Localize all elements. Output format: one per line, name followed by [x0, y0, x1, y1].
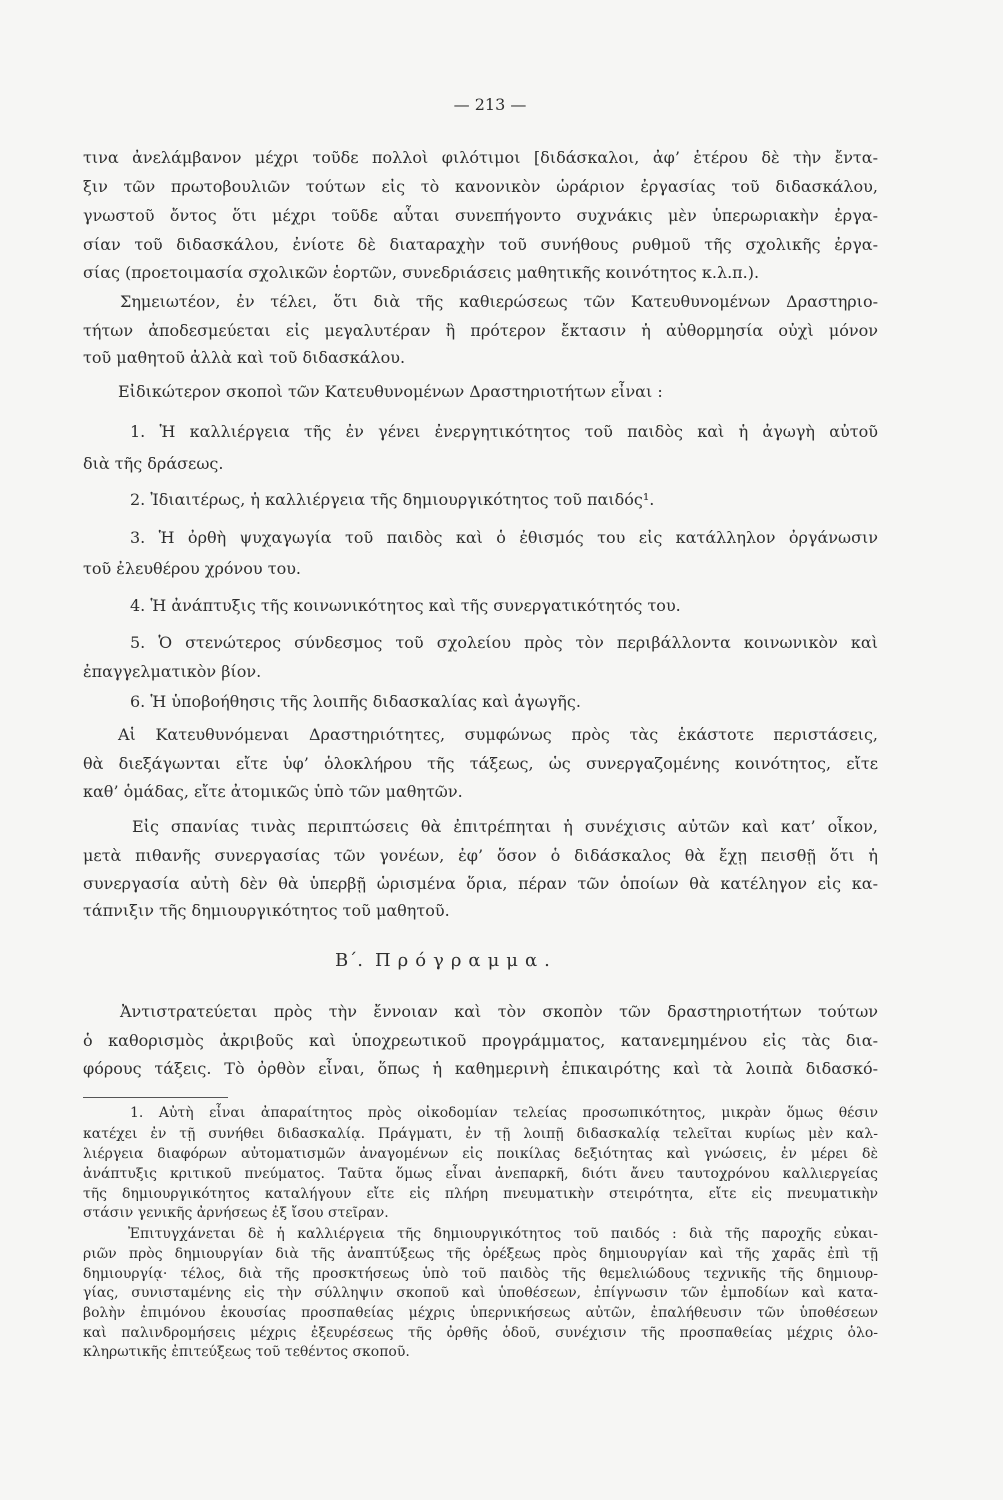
aim-item-line: ἐπαγγελματικὸν βίον. — [83, 662, 262, 681]
footnote-line: κατέχει ἐν τῇ συνήθει διδασκαλίᾳ. Πράγματι, ἐν τῇ λοιπῇ διδασκαλίᾳ τελεῖται κυρίως μὲν καλ- — [83, 1126, 878, 1142]
page-number: — 213 — — [453, 95, 527, 114]
footnote-line: γίας, συνισταμένης εἰς τὴν σύλληψιν σκοποῦ καὶ ὑποθέσεων, ἐπίγνωσιν τῶν ἐμποδίων καὶ κατα- — [83, 1285, 878, 1301]
aim-item-line: 2. Ἰδιαιτέρως, ἡ καλλιέργεια τῆς δημιουργικότητος τοῦ παιδός¹. — [130, 490, 655, 509]
aim-item-line: τοῦ ἐλευθέρου χρόνου του. — [83, 559, 302, 578]
paragraph-line: Σημειωτέον, ἐν τέλει, ὅτι διὰ τῆς καθιερώσεως τῶν Κατευθυνομένων Δραστηριο- — [120, 292, 878, 311]
paragraph-line: τινα ἀνελάμβανον μέχρι τοῦδε πολλοὶ φιλότιμοι [διδάσκαλοι, ἀφ’ ἑτέρου δὲ τὴν ἔντα- — [83, 148, 878, 167]
aim-item-line: 4. Ἡ ἀνάπτυξις τῆς κοινωνικότητος καὶ τῆς συνεργατικότητός του. — [130, 596, 681, 615]
section-heading — [335, 948, 557, 974]
paragraph-line: γνωστοῦ ὄντος ὅτι μέχρι τοῦδε αὗται συνεπήγοντο συχνάκις μὲν ὑπερωριακὴν ἐργα- — [83, 206, 878, 225]
footnote-separator — [83, 1097, 228, 1098]
footnote-line: 1. Αὐτὴ εἶναι ἀπαραίτητος πρὸς οἰκοδομίαν τελείας προσωπικότητος, μικρὰν ὅμως θέσιν — [130, 1105, 878, 1121]
footnote-line: καὶ παλινδρομήσεις μέχρις ἐξευρέσεως τῆς ὀρθῆς ὁδοῦ, συνέχισιν τῆς προσπαθείας μέχρις ὁλο- — [83, 1325, 878, 1341]
aims-heading: Εἰδικώτερον σκοποὶ τῶν Κατευθυνομένων Δραστηριοτήτων εἶναι : — [118, 382, 663, 401]
footnote-line: στάσιν γενικῆς ἀρνήσεως ἐξ ἴσου στεῖραν. — [83, 1205, 389, 1221]
footnote-line: ριῶν πρὸς δημιουργίαν διὰ τῆς ἀναπτύξεως τῆς ὀρέξεως πρὸς δημιουργίαν καὶ τῆς χαρᾶς ἐπὶ τῇ — [83, 1246, 878, 1262]
footnote-line: βολὴν ἐπιμόνου ἑκουσίας προσπαθείας μέχρις ὑπερνικήσεως αὐτῶν, ἐπαλήθευσιν τῶν ὑποθέσεων — [83, 1305, 878, 1321]
paragraph-line: τήτων ἀποδεσμεύεται εἰς μεγαλυτέραν ἢ πρότερον ἔκτασιν ἡ αὐθορμησία οὐχὶ μόνον — [83, 321, 878, 340]
paragraph-line: φόρους τάξεις. Τὸ ὀρθὸν εἶναι, ὅπως ἡ καθημερινὴ ἐπικαιρότης καὶ τὰ λοιπὰ διδασκό- — [83, 1059, 878, 1078]
aim-item-line: 3. Ἡ ὀρθὴ ψυχαγωγία τοῦ παιδὸς καὶ ὁ ἐθισμός του εἰς κατάλληλον ὀργάνωσιν — [130, 528, 878, 547]
paragraph-line: τοῦ μαθητοῦ ἀλλὰ καὶ τοῦ διδασκάλου. — [83, 348, 406, 367]
footnote-line: δημιουργίᾳ· τέλος, διὰ τῆς προσκτήσεως ὑπὸ τοῦ παιδὸς τῆς θεμελιώδους τεχνικῆς τῆς δημιουρ- — [83, 1266, 878, 1282]
aim-item-line: διὰ τῆς δράσεως. — [83, 454, 224, 473]
paragraph-line: Ἀντιστρατεύεται πρὸς τὴν ἔννοιαν καὶ τὸν σκοπὸν τῶν δραστηριοτήτων τούτων — [120, 1002, 878, 1021]
footnote-line: Ἐπιτυγχάνεται δὲ ἡ καλλιέργεια τῆς δημιουργικότητος τοῦ παιδός : διὰ τῆς παροχῆς εὐκαι- — [128, 1226, 878, 1242]
paragraph-line: σίας (προετοιμασία σχολικῶν ἑορτῶν, συνεδριάσεις μαθητικῆς κοινότητος κ.λ.π.). — [83, 263, 760, 282]
footnote-line: λιέργεια διαφόρων αὐτοματισμῶν ἀναγομένων εἰς ποικίλας δεξιότητας καὶ γνώσεις, ἐν μέρει δὲ — [83, 1146, 878, 1162]
paragraph-line: καθ’ ὁμάδας, εἴτε ἀτομικῶς ὑπὸ τῶν μαθητῶν. — [83, 782, 463, 801]
section-title: Πρόγραμμα. — [374, 950, 557, 971]
paragraph-line: ὁ καθορισμὸς ἀκριβοῦς καὶ ὑποχρεωτικοῦ προγράμματος, κατανεμημένου εἰς τὰς δια- — [83, 1031, 878, 1050]
section-number: Β΄. — [335, 950, 363, 971]
paragraph-line: μετὰ πιθανῆς συνεργασίας τῶν γονέων, ἐφ’ ὅσον ὁ διδάσκαλος θὰ ἔχῃ πεισθῇ ὅτι ἡ — [83, 846, 878, 865]
aim-item-line: 1. Ἡ καλλιέργεια τῆς ἐν γένει ἐνεργητικότητος τοῦ παιδὸς καὶ ἡ ἀγωγὴ αὐτοῦ — [130, 422, 878, 441]
aim-item-line: 6. Ἡ ὑποβοήθησις τῆς λοιπῆς διδασκαλίας καὶ ἀγωγῆς. — [130, 692, 581, 711]
paragraph-line: τάπνιξιν τῆς δημιουργικότητος τοῦ μαθητοῦ. — [83, 901, 450, 920]
aim-item-line: 5. Ὁ στενώτερος σύνδεσμος τοῦ σχολείου πρὸς τὸν περιβάλλοντα κοινωνικὸν καὶ — [130, 633, 878, 652]
paragraph-line: ξιν τῶν πρωτοβουλιῶν τούτων εἰς τὸ κανονικὸν ὡράριον ἐργασίας τοῦ διδασκάλου, — [83, 177, 878, 196]
paragraph-line: Αἱ Κατευθυνόμεναι Δραστηριότητες, συμφώνως πρὸς τὰς ἑκάστοτε περιστάσεις, — [118, 725, 878, 744]
footnote-line: ἀνάπτυξις κριτικοῦ πνεύματος. Ταῦτα ὅμως εἶναι ἀνεπαρκῆ, διότι ἄνευ ταυτοχρόνου καλλιεργείας — [83, 1166, 878, 1182]
paragraph-line: Εἰς σπανίας τινὰς περιπτώσεις θὰ ἐπιτρέπηται ἡ συνέχισις αὐτῶν καὶ κατ’ οἶκον, — [132, 817, 878, 836]
footnote-line: τῆς δημιουργικότητος καταλήγουν εἴτε εἰς πλήρη πνευματικὴν στειρότητα, εἴτε εἰς πνευματικὴν — [83, 1186, 878, 1202]
paragraph-line: σίαν τοῦ διδασκάλου, ἐνίοτε δὲ διαταραχὴν τοῦ συνήθους ρυθμοῦ τῆς σχολικῆς ἐργα- — [83, 235, 878, 254]
paragraph-line: συνεργασία αὐτὴ δὲν θὰ ὑπερβῇ ὡρισμένα ὅρια, πέραν τῶν ὁποίων θὰ κατέληγον εἰς κα- — [83, 874, 878, 893]
paragraph-line: θὰ διεξάγωνται εἴτε ὑφ’ ὁλοκλήρου τῆς τάξεως, ὡς συνεργαζομένης κοινότητος, εἴτε — [83, 754, 878, 773]
footnote-line: κληρωτικῆς ἐπιτεύξεως τοῦ τεθέντος σκοποῦ. — [83, 1344, 410, 1360]
